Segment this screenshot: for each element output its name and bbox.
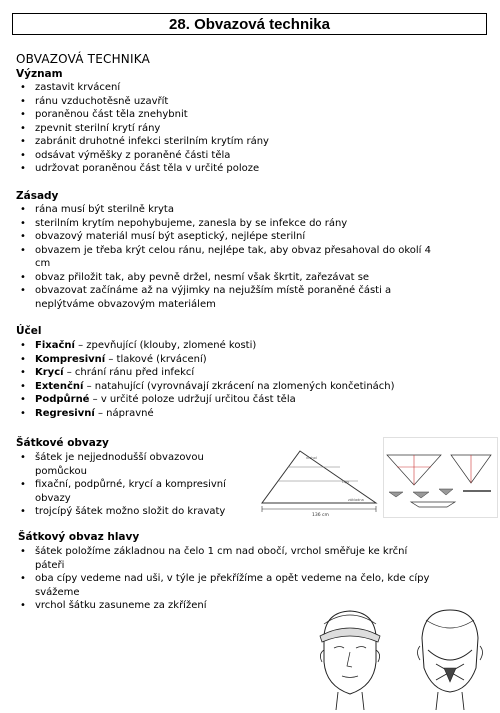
list-item: • obvaz přiložit tak, aby pevně držel, nesmí však škrtit, zařezávat se (18, 271, 438, 285)
section-label-zasady: Zásady (16, 190, 59, 202)
list-item (18, 393, 488, 407)
term: Fixační (35, 340, 75, 351)
list-item: • obvazovat začínáme až na výjimky na nejužším místě poraněné části a neplýtváme obvazovým materiálem (18, 284, 438, 311)
label-zakladna: základna (348, 498, 364, 502)
triangle-bandage-figure (258, 447, 380, 519)
page-title: 28. Obvazová technika (12, 13, 487, 35)
list-item (18, 339, 488, 353)
list-item: • vrchol šátku zasuneme za zkřížení (18, 599, 438, 613)
term: Podpůrné (35, 394, 90, 405)
list-item: • trojcípý šátek možno složit do kravaty (18, 505, 243, 519)
list-item: • obvazem je třeba krýt celou ránu, nejlépe tak, aby obvaz přesahoval do okolí 4 cm (18, 244, 438, 271)
section-label-satkove: Šátkové obvazy (16, 437, 109, 449)
head-bandage-front-figure (304, 606, 396, 712)
list-item: • udržovat poraněnou část těla v určité poloze (18, 162, 318, 176)
list-item: • oba cípy vedeme nad uši, v týle je překřížíme a opět vedeme na čelo, kde cípy svážeme (18, 572, 438, 599)
term-description: – nápravné (94, 407, 154, 419)
term: Kompresivní (35, 353, 106, 365)
list-item: • zabránit druhotné infekci sterilním krytím rány (18, 135, 318, 149)
list-item: • zastavit krvácení (18, 81, 318, 95)
head-bandage-back-figure (404, 606, 496, 712)
dimension-label: 136 cm (312, 513, 329, 518)
term: Krycí (35, 367, 64, 378)
list-satkove (18, 451, 243, 519)
label-vrchol: vrchol (306, 456, 317, 460)
list-item: • sterilním krytím nepohybujeme, zanesla by se infekce do rány (18, 217, 438, 231)
term-description: – chrání ránu před infekcí (63, 367, 195, 378)
list-ucel (18, 339, 488, 420)
list-item: • šátek položíme základnou na čelo 1 cm nad obočí, vrchol směřuje ke krční páteři (18, 545, 438, 572)
list-vyznam (18, 81, 318, 176)
term-description: – v určité poloze udržují určitou část těla (89, 394, 296, 405)
section-label-hlava: Šátkový obvaz hlavy (18, 531, 140, 543)
list-item: • poraněnou část těla znehybnit (18, 108, 318, 122)
list-hlava (18, 545, 438, 613)
section-label-vyznam: Význam (16, 68, 63, 80)
list-zasady (18, 203, 438, 311)
list-item (18, 353, 488, 367)
list-item (18, 407, 488, 421)
folding-sequence-figure (383, 437, 498, 519)
label-cipy: cípy (342, 480, 350, 484)
term: Extenční (35, 380, 84, 392)
list-item: • šátek je nejjednodušší obvazovou pomůckou (18, 451, 243, 478)
list-item: • zpevnit sterilní krytí rány (18, 122, 318, 136)
list-item (18, 380, 488, 394)
list-item: • odsávat výměšky z poraněné části těla (18, 149, 318, 163)
list-item (18, 366, 488, 380)
list-item: • fixační, podpůrné, krycí a kompresivní obvazy (18, 478, 243, 505)
section-label-ucel: Účel (16, 325, 42, 337)
term: Regresivní (35, 407, 95, 419)
term-description: – tlakové (krvácení) (105, 353, 207, 365)
list-item: • obvazový materiál musí být aseptický, nejlépe sterilní (18, 230, 438, 244)
term-description: – zpevňující (klouby, zlomené kosti) (74, 340, 257, 351)
document-heading: OBVAZOVÁ TECHNIKA (16, 52, 150, 66)
term-description: – natahující (vyrovnávají zkrácení na zlomených končetinách) (83, 380, 395, 392)
list-item: • rána musí být sterilně kryta (18, 203, 438, 217)
list-item: • ránu vzduchotěsně uzavřít (18, 95, 318, 109)
